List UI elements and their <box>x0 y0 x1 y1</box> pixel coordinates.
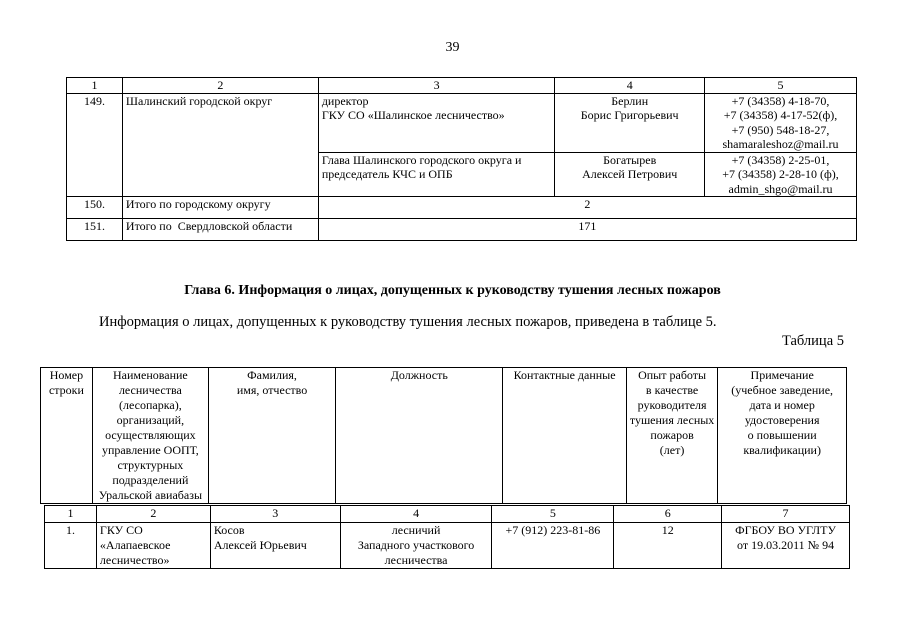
header-cell-contacts <box>503 368 627 504</box>
text-line: директор <box>321 93 369 108</box>
note-cell <box>722 523 850 569</box>
text-line: Богатырев <box>603 152 657 167</box>
text-line: Борис Григорьевич <box>580 108 679 122</box>
text-line: управление ООПТ, <box>101 443 199 457</box>
text-line: лесничий <box>391 523 441 537</box>
page-number: 39 <box>445 40 460 55</box>
text-line: строки <box>48 383 84 397</box>
text-line: Косов <box>213 523 245 537</box>
text-line: +7 (34358) 4-18-70, <box>731 93 830 108</box>
text-line: имя, отчество <box>236 383 308 397</box>
text-line: дата и номер <box>749 398 815 412</box>
text-line: Алексей Петрович <box>582 167 678 181</box>
table5-header <box>40 367 847 504</box>
row-number: 149. <box>67 93 123 197</box>
text-line: +7 (34358) 4-17-52(ф), <box>723 108 838 122</box>
text-line: лесничества <box>118 383 182 397</box>
row-number: 1. <box>45 523 97 569</box>
text-line: +7 (950) 548-18-27, <box>731 122 830 137</box>
text-line: структурных <box>117 458 184 472</box>
text-line: (лет) <box>659 443 685 457</box>
text-line: +7 (34358) 2-28-10 (ф), <box>722 167 839 181</box>
text-line: тушения лесных <box>629 413 715 427</box>
contacts-cell <box>705 93 857 152</box>
row-number: 151. <box>67 219 123 241</box>
text-line: Наименование <box>112 368 188 382</box>
total-value: 171 <box>318 219 856 241</box>
text-line: организаций, <box>116 413 185 427</box>
text-line: Фамилия, <box>247 368 297 382</box>
text-line: ФГБОУ ВО УГЛТУ <box>735 523 836 537</box>
person-name-cell <box>210 523 340 569</box>
person-name-cell <box>555 152 705 197</box>
column-number: 6 <box>614 506 722 523</box>
table-caption: Таблица 5 <box>781 333 844 349</box>
text-line: в качестве <box>645 383 699 397</box>
header-cell-name <box>208 368 335 504</box>
text-line: пожаров <box>650 428 694 442</box>
column-number: 3 <box>210 506 340 523</box>
text-line: Уральской авиабазы <box>98 488 203 502</box>
column-number: 5 <box>492 506 614 523</box>
column-number: 1 <box>45 506 97 523</box>
table-header-row <box>67 78 857 94</box>
header-cell: 2 <box>122 78 318 94</box>
text-line: Берлин <box>611 93 649 108</box>
organization-cell <box>96 523 210 569</box>
text-line: Должность <box>390 368 448 382</box>
text-line: председатель КЧС и ОПБ <box>321 167 453 181</box>
position-cell <box>318 152 554 197</box>
text-line: Контактные данные <box>513 368 616 382</box>
text-line: руководителя <box>637 398 707 412</box>
text-line: Номер <box>49 368 84 382</box>
text-line: ГКУ СО <box>99 523 143 537</box>
header-cell: 5 <box>705 78 857 94</box>
text-line: (лесопарка), <box>119 398 182 412</box>
table-row <box>67 219 857 241</box>
text-line: +7 (34358) 2-25-01, <box>731 152 830 167</box>
text-line: admin_shgo@mail.ru <box>728 181 833 196</box>
header-cell: 4 <box>555 78 705 94</box>
text-line: shamaraleshoz@mail.ru <box>722 137 839 151</box>
table5-body <box>44 505 850 569</box>
table-row <box>45 523 850 569</box>
table-header-row <box>41 368 847 504</box>
position-cell <box>318 93 554 152</box>
table-row <box>67 93 857 152</box>
text-line: «Алапаевское <box>99 538 171 552</box>
column-number: 7 <box>722 506 850 523</box>
position-cell <box>340 523 492 569</box>
text-line: Западного участкового <box>357 538 475 552</box>
text-line: лесничество» <box>99 553 170 567</box>
contact-cell: +7 (912) 223-81-86 <box>492 523 614 569</box>
intro-paragraph: Информация о лицах, допущенных к руководству тушения лесных пожаров, приведена в таблице 5. <box>99 314 717 330</box>
text-line: Примечание <box>750 368 814 382</box>
header-cell-position <box>336 368 503 504</box>
header-cell-note <box>718 368 847 504</box>
total-label: Итого по Свердловской области <box>122 219 318 241</box>
text-line: Глава Шалинского городского округа и <box>321 152 522 167</box>
text-line: от 19.03.2011 № 94 <box>737 538 835 552</box>
districts-table <box>66 77 857 241</box>
person-name-cell <box>555 93 705 152</box>
text-line: квалификации) <box>743 443 821 457</box>
column-number: 4 <box>340 506 492 523</box>
header-cell: 1 <box>67 78 123 94</box>
table-row <box>67 197 857 219</box>
text-line: осуществляющих <box>105 428 196 442</box>
total-label: Итого по городскому округу <box>122 197 318 219</box>
column-number-row <box>45 506 850 523</box>
header-cell: 3 <box>318 78 554 94</box>
row-number: 150. <box>67 197 123 219</box>
text-line: подразделений <box>112 473 189 487</box>
text-line: (учебное заведение, <box>731 383 834 397</box>
text-line: ГКУ СО «Шалинское лесничество» <box>321 108 505 122</box>
chapter-heading: Глава 6. Информация о лицах, допущенных к руководству тушения лесных пожаров <box>184 283 721 298</box>
header-cell-number <box>41 368 93 504</box>
text-line: лесничества <box>384 553 448 567</box>
header-cell-experience <box>626 368 717 504</box>
text-line: о повышении <box>747 428 817 442</box>
text-line: Опыт работы <box>638 368 707 382</box>
column-number: 2 <box>96 506 210 523</box>
text-line: Алексей Юрьевич <box>213 538 307 552</box>
contacts-cell <box>705 152 857 197</box>
text-line: удостоверения <box>744 413 820 427</box>
district-name: Шалинский городской округ <box>122 93 318 197</box>
experience-cell: 12 <box>614 523 722 569</box>
total-value: 2 <box>318 197 856 219</box>
header-cell-organization <box>92 368 208 504</box>
